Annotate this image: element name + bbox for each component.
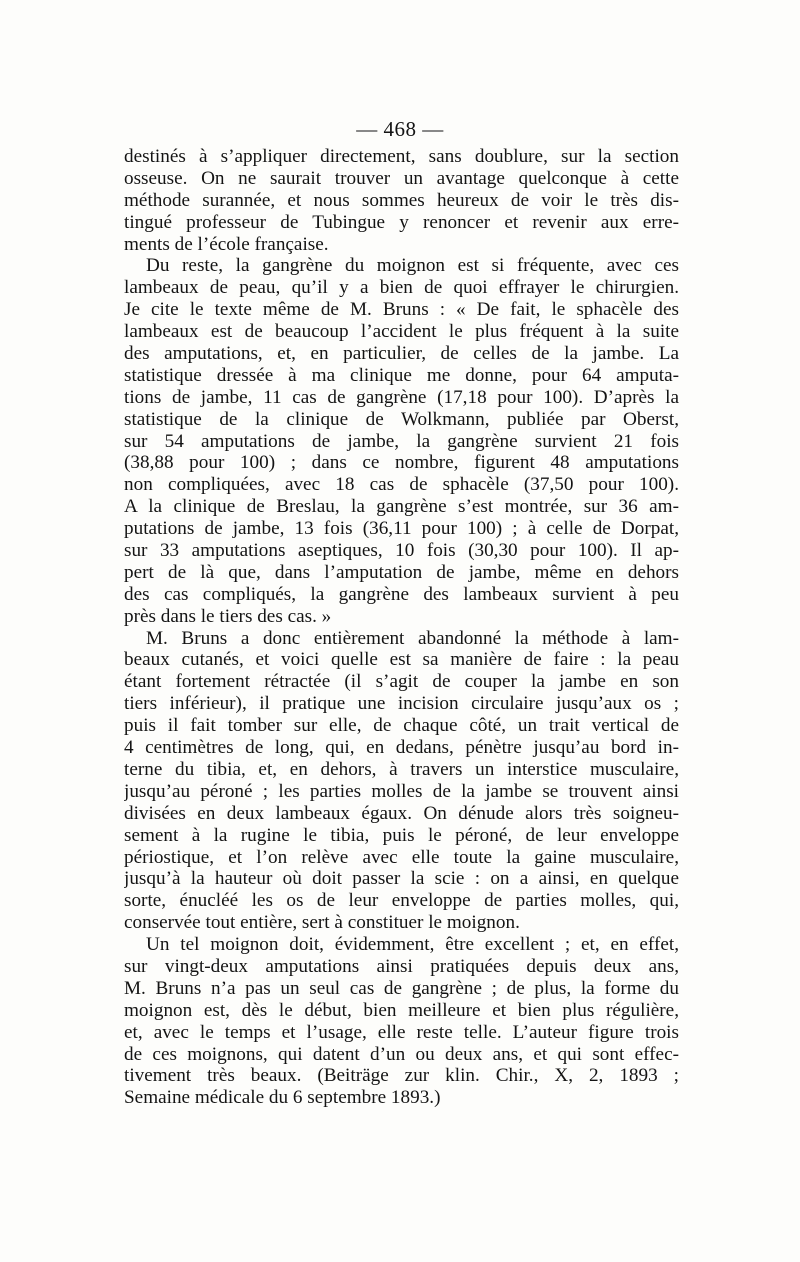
text-line: divisées en deux lambeaux égaux. On dénude alors très soigneu- xyxy=(124,802,679,824)
text-line: méthode surannée, et nous sommes heureux de voir le très dis- xyxy=(124,189,679,211)
text-line: de ces moignons, qui datent d’un ou deux ans, et qui sont effec- xyxy=(124,1043,679,1065)
text-line: puis il fait tomber sur elle, de chaque côté, un trait vertical de xyxy=(124,715,679,737)
text-line: sement à la rugine le tibia, puis le péroné, de leur enveloppe xyxy=(124,824,679,846)
text-line: destinés à s’appliquer directement, sans doublure, sur la section xyxy=(124,146,679,167)
text-line: A la clinique de Breslau, la gangrène s’est montrée, sur 36 am- xyxy=(124,496,679,518)
text-line: Je cite le texte même de M. Bruns : « De fait, le sphacèle des xyxy=(124,299,679,321)
text-line: étant fortement rétractée (il s’agit de couper la jambe en son xyxy=(124,671,679,693)
text-line: tivement très beaux. (Beiträge zur klin. Chir., X, 2, 1893 ; xyxy=(124,1065,679,1087)
text-line: lambeaux de peau, qu’il y a bien de quoi effrayer le chirurgien. xyxy=(124,277,679,299)
body-text xyxy=(124,146,679,1109)
text-line: M. Bruns n’a pas un seul cas de gangrène ; de plus, la forme du xyxy=(124,977,679,999)
text-line: sur vingt-deux amputations ainsi pratiquées depuis deux ans, xyxy=(124,955,679,977)
page-number: — 468 — xyxy=(356,117,444,141)
text-line: putations de jambe, 13 fois (36,11 pour 100) ; à celle de Dorpat, xyxy=(124,518,679,540)
text-line: tiers inférieur), il pratique une incision circulaire jusqu’aux os ; xyxy=(124,693,679,715)
text-line: des cas compliqués, la gangrène des lambeaux survient à peu xyxy=(124,583,679,605)
text-line: terne du tibia, et, en dehors, à travers un interstice musculaire, xyxy=(124,758,679,780)
text-line: périostique, et l’on relève avec elle toute la gaine musculaire, xyxy=(124,846,679,868)
text-line: statistique de la clinique de Wolkmann, publiée par Oberst, xyxy=(124,408,679,430)
text-line: (38,88 pour 100) ; dans ce nombre, figurent 48 amputations xyxy=(124,452,679,474)
text-line: pert de là que, dans l’amputation de jambe, même en dehors xyxy=(124,561,679,583)
text-line: moignon est, dès le début, bien meilleure et bien plus régulière, xyxy=(124,999,679,1021)
text-line: près dans le tiers des cas. » xyxy=(124,605,332,627)
text-line: non compliquées, avec 18 cas de sphacèle (37,50 pour 100). xyxy=(124,474,679,496)
text-line: des amputations, et, en particulier, de celles de la jambe. La xyxy=(124,343,679,365)
text-line: Un tel moignon doit, évidemment, être excellent ; et, en effet, xyxy=(146,934,679,956)
text-line: sur 54 amputations de jambe, la gangrène survient 21 fois xyxy=(124,430,679,452)
text-line: lambeaux est de beaucoup l’accident le plus fréquent à la suite xyxy=(124,321,679,343)
text-line: jusqu’au péroné ; les parties molles de la jambe se trouvent ainsi xyxy=(124,780,679,802)
text-line: statistique dressée à ma clinique me donne, pour 64 amputa- xyxy=(124,364,679,386)
text-line: Du reste, la gangrène du moignon est si fréquente, avec ces xyxy=(146,255,679,277)
text-line: conservée tout entière, sert à constituer le moignon. xyxy=(124,912,520,934)
text-line: 4 centimètres de long, qui, en dedans, pénètre jusqu’au bord in- xyxy=(124,737,679,759)
text-line: M. Bruns a donc entièrement abandonné la méthode à lam- xyxy=(146,627,679,649)
text-line: tingué professeur de Tubingue y renoncer et revenir aux erre- xyxy=(124,211,679,233)
text-line: sur 33 amputations aseptiques, 10 fois (30,30 pour 100). Il ap- xyxy=(124,540,679,562)
text-line: Semaine médicale du 6 septembre 1893.) xyxy=(124,1087,441,1109)
text-line: osseuse. On ne saurait trouver un avantage quelconque à cette xyxy=(124,167,679,189)
text-line: beaux cutanés, et voici quelle est sa manière de faire : la peau xyxy=(124,649,679,671)
text-line: jusqu’à la hauteur où doit passer la scie : on a ainsi, en quelque xyxy=(124,868,679,890)
text-line: et, avec le temps et l’usage, elle reste telle. L’auteur figure trois xyxy=(124,1021,679,1043)
text-line: sorte, énucléé les os de leur enveloppe de parties molles, qui, xyxy=(124,890,679,912)
text-line: ments de l’école française. xyxy=(124,233,329,255)
text-line: tions de jambe, 11 cas de gangrène (17,18 pour 100). D’après la xyxy=(124,386,679,408)
